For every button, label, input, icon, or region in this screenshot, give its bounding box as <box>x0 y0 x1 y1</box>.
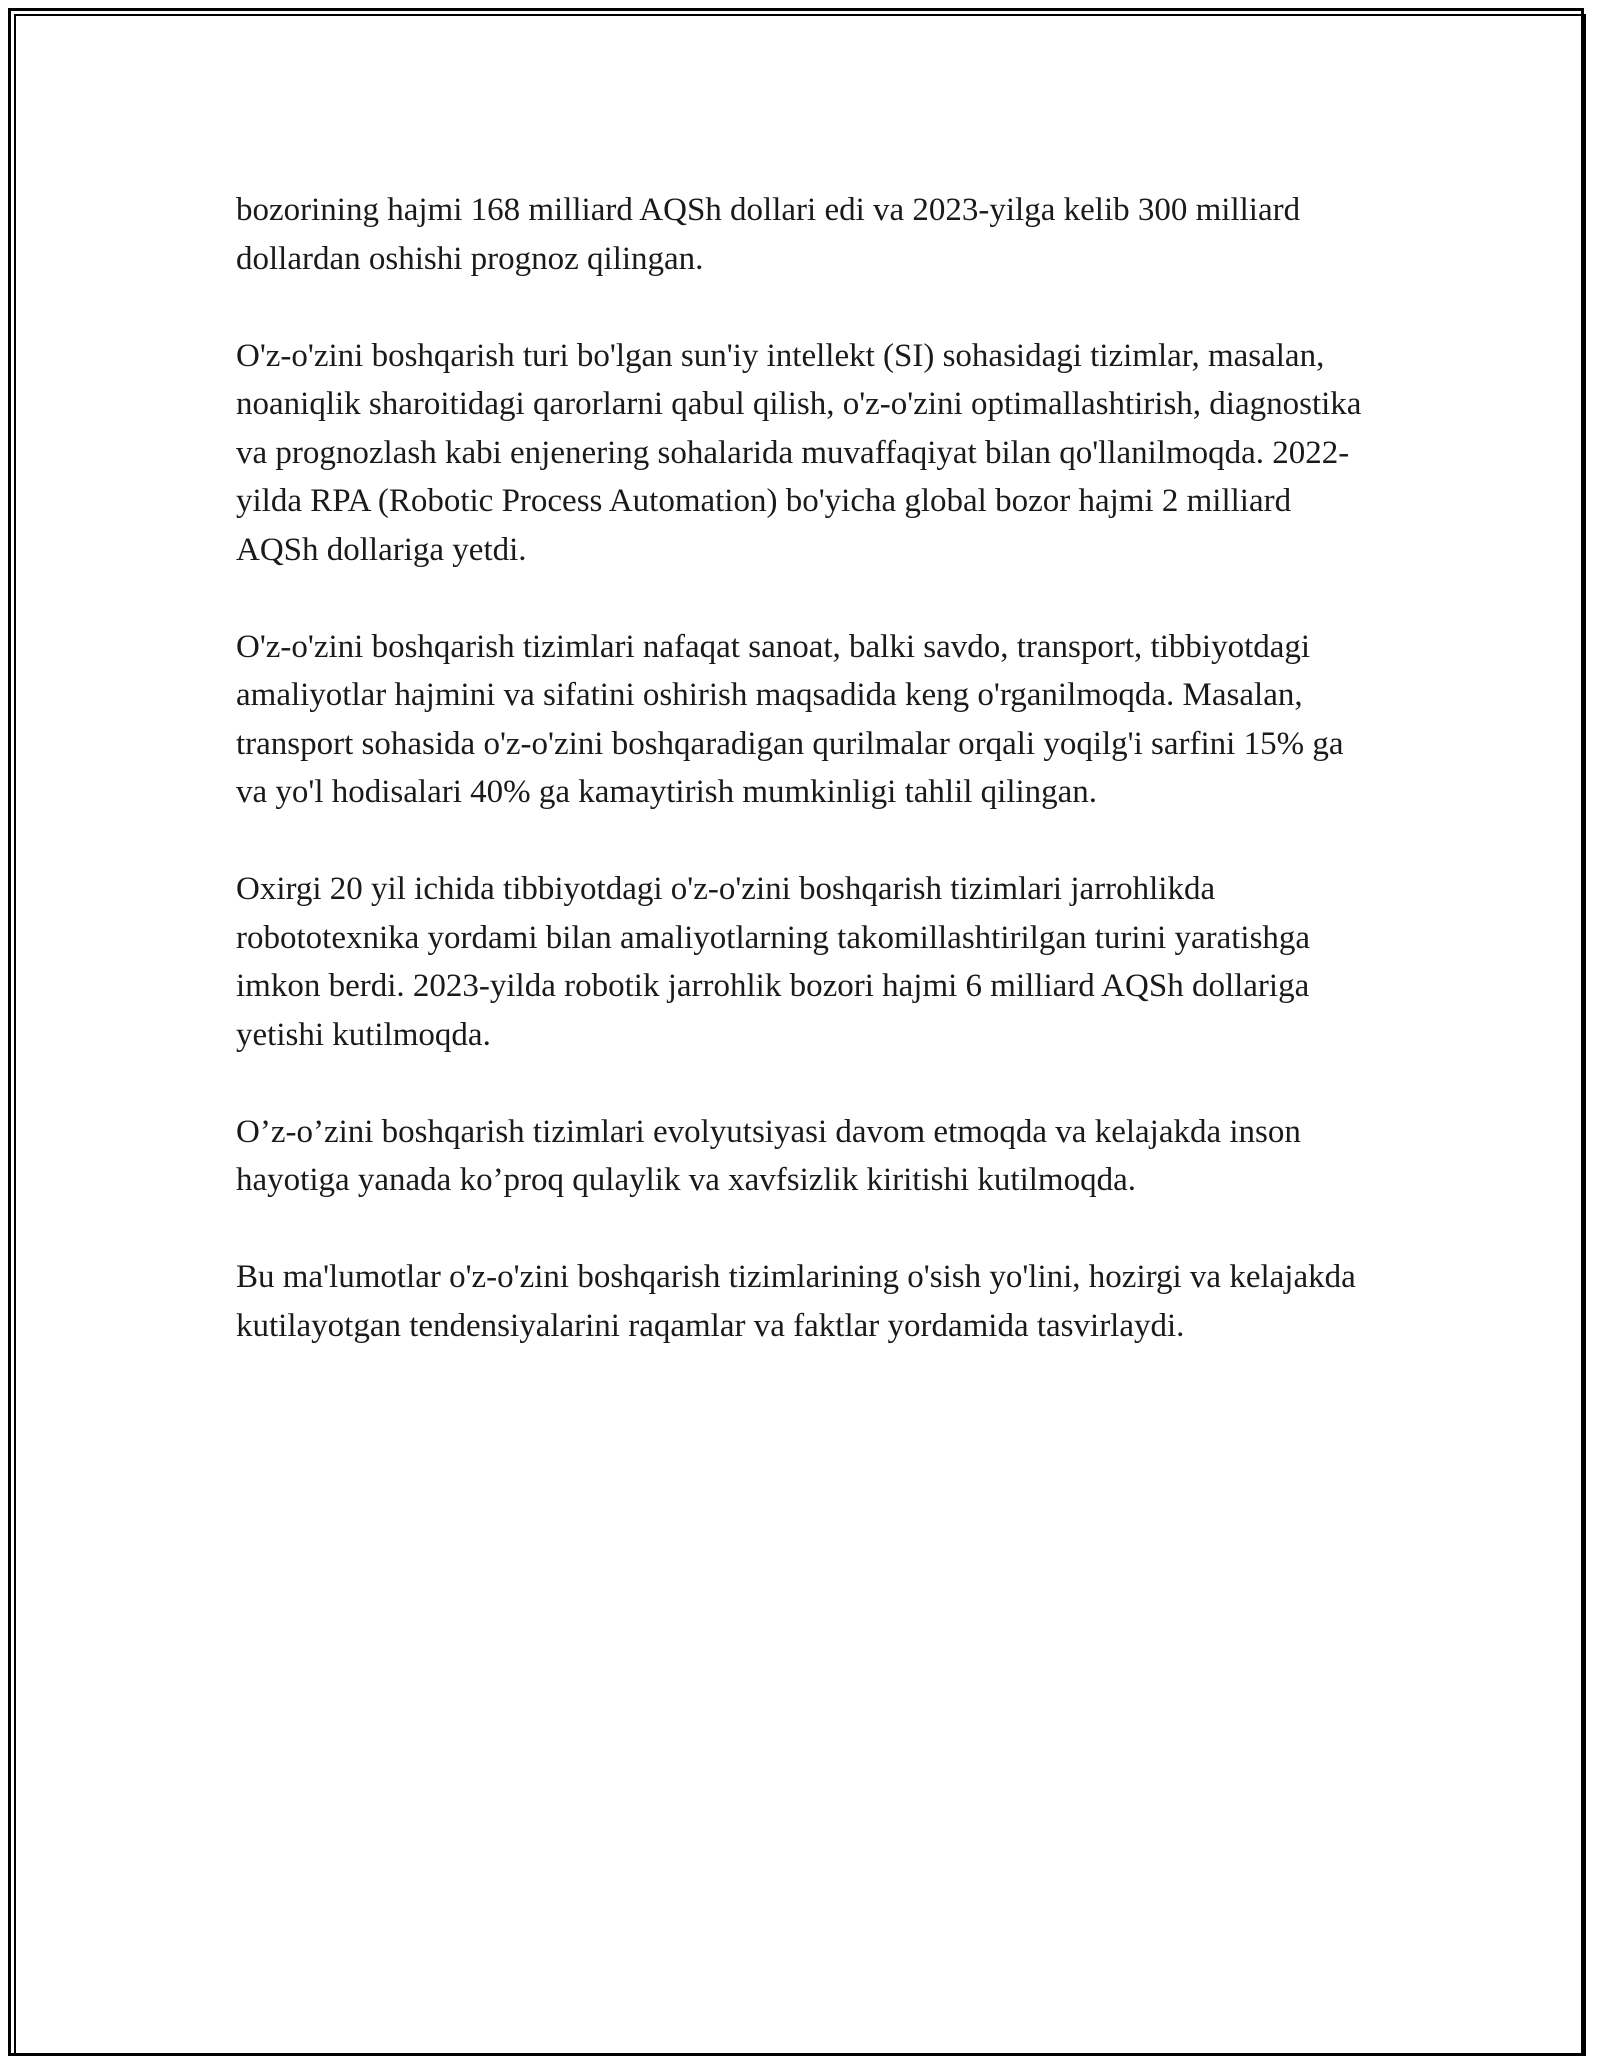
paragraph-ai-systems: O'z-o'zini boshqarish turi bo'lgan sun'iy intellekt (SI) sohasidagi tizimlar, masalan, noaniqlik sharoitidagi qarorlarni qabul qilish, o'z-o'zini optimallashtirish, diagnostika va prognozlash kabi enjenering sohalarida muvaffaqiyat bilan qo'llanilmoqda. 2022-yilda RPA (Robotic Process Automation) bo'yicha global bozor hajmi 2 milliard AQSh dollariga yetdi. <box>236 337 1362 568</box>
document-body <box>236 186 1376 1399</box>
paragraph-summary: Bu ma'lumotlar o'z-o'zini boshqarish tizimlarining o'sish yo'lini, hozirgi va kelajakda kutilayotgan tendensiyalarini raqamlar va faktlar yordamida tasvirlaydi. <box>236 1259 1356 1344</box>
paragraph-market-size: bozorining hajmi 168 milliard AQSh dollari edi va 2023-yilga kelib 300 milliard dollardan oshishi prognoz qilingan. <box>236 192 1301 277</box>
paragraph-transport: O'z-o'zini boshqarish tizimlari nafaqat sanoat, balki savdo, transport, tibbiyotdagi amaliyotlar hajmini va sifatini oshirish maqsadida keng o'rganilmoqda. Masalan, transport sohasida o'z-o'zini boshqaradigan qurilmalar orqali yoqilg'i sarfini 15% ga va yo'l hodisalari 40% ga kamaytirish mumkinligi tahlil qilingan. <box>236 628 1344 810</box>
paragraph-evolution: O’z-o’zini boshqarish tizimlari evolyutsiyasi davom etmoqda va kelajakda inson hayotiga yanada ko’proq qulaylik va xavfsizlik kiritishi kutilmoqda. <box>236 1113 1301 1198</box>
paragraph-medicine: Oxirgi 20 yil ichida tibbiyotdagi o'z-o'zini boshqarish tizimlari jarrohlikda robototexnika yordami bilan amaliyotlarning takomillashtirilgan turini yaratishga imkon berdi. 2023-yilda robotik jarrohlik bozori hajmi 6 milliard AQSh dollariga yetishi kutilmoqda. <box>236 871 1311 1053</box>
